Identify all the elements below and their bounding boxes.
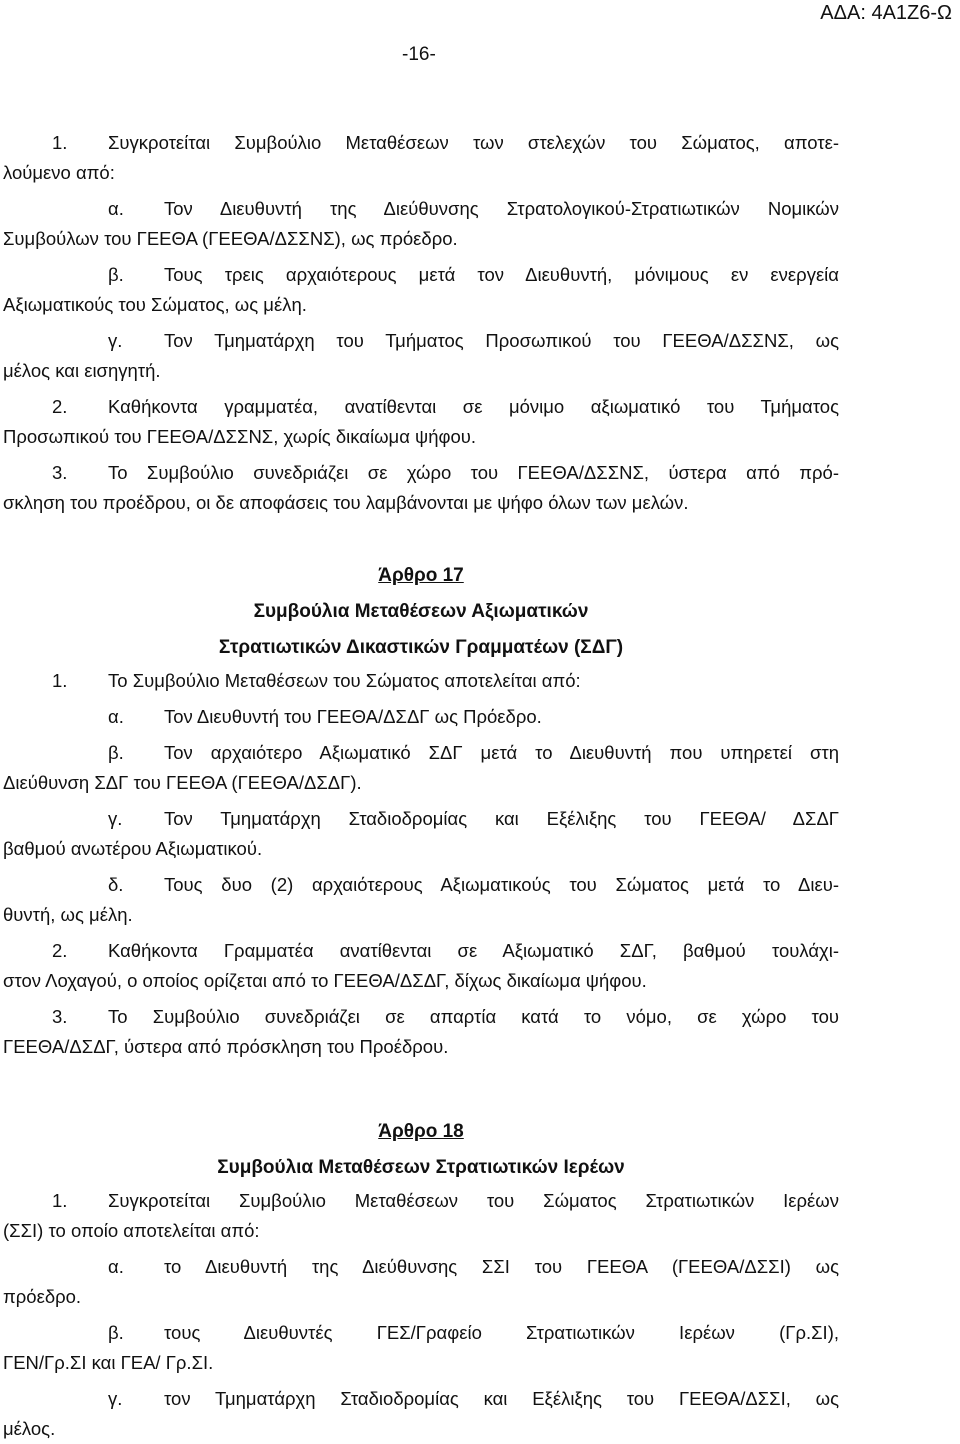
paragraph-text: ΓΕΝ/Γρ.ΣΙ και ΓΕΑ/ Γρ.ΣΙ. bbox=[3, 1352, 214, 1373]
paragraph-number: 1. bbox=[52, 670, 68, 691]
paragraph-text: Συγκροτείται Συμβούλιο Μεταθέσεων του Σώματος Στρατιωτικών Ιερέων bbox=[108, 1190, 839, 1211]
paragraph-text: Τον Διευθυντή της Διεύθυνσης Στρατολογικού-Στρατιωτικών Νομικών bbox=[164, 198, 839, 219]
paragraph-number: γ. bbox=[108, 330, 123, 351]
paragraph-text: θυντή, ως μέλη. bbox=[3, 904, 133, 925]
paragraph-2 bbox=[3, 392, 839, 452]
article-18-title-line-1: Συμβούλια Μεταθέσεων Στρατιωτικών Ιερέων bbox=[217, 1157, 625, 1178]
a17-subparagraph-c bbox=[3, 804, 839, 864]
document-body bbox=[3, 128, 839, 1444]
paragraph-text: Καθήκοντα Γραμματέα ανατίθενται σε Αξιωματικό ΣΔΓ, βαθμού τουλάχι- bbox=[108, 940, 839, 961]
a17-paragraph-3 bbox=[3, 1002, 839, 1062]
a17-paragraph-1 bbox=[3, 666, 839, 696]
paragraph-number: 1. bbox=[52, 1190, 68, 1211]
paragraph-text: Το Συμβούλιο Μεταθέσεων του Σώματος αποτελείται από: bbox=[108, 670, 581, 691]
paragraph-text: (ΣΣΙ) το οποίο αποτελείται από: bbox=[3, 1220, 260, 1241]
a17-subparagraph-a bbox=[3, 702, 839, 732]
paragraph-text: Το Συμβούλιο συνεδριάζει σε χώρο του ΓΕΕΘΑ/ΔΣΣΝΣ, ύστερα από πρό- bbox=[108, 462, 839, 483]
article-17-title-line-2: Στρατιωτικών Δικαστικών Γραμματέων (ΣΔΓ) bbox=[218, 637, 624, 658]
paragraph-text: Καθήκοντα γραμματέα, ανατίθενται σε μόνιμο αξιωματικό του Τμήματος bbox=[108, 396, 839, 417]
paragraph-text: ΓΕΕΘΑ/ΔΣΔΓ, ύστερα από πρόσκληση του Προέδρου. bbox=[3, 1036, 449, 1057]
paragraph-text: Τον Τμηματάρχη Σταδιοδρομίας και Εξέλιξης του ΓΕΕΘΑ/ ΔΣΔΓ bbox=[164, 808, 839, 829]
a18-subparagraph-c bbox=[3, 1384, 839, 1444]
paragraph-number: γ. bbox=[108, 1388, 123, 1409]
paragraph-text: το Διευθυντή της Διεύθυνσης ΣΣΙ του ΓΕΕΘΑ (ΓΕΕΘΑ/ΔΣΣΙ) ως bbox=[164, 1256, 839, 1277]
a17-subparagraph-b bbox=[3, 738, 839, 798]
paragraph-number: β. bbox=[108, 1322, 124, 1343]
paragraph-text: Τον αρχαιότερο Αξιωματικό ΣΔΓ μετά το Διευθυντή που υπηρετεί στη bbox=[164, 742, 839, 763]
subparagraph-b bbox=[3, 260, 839, 320]
paragraph-text: Τον Διευθυντή του ΓΕΕΘΑ/ΔΣΔΓ ως Πρόεδρο. bbox=[164, 706, 542, 727]
paragraph-number: 3. bbox=[52, 1006, 68, 1027]
paragraph-text: Προσωπικού του ΓΕΕΘΑ/ΔΣΣΝΣ, χωρίς δικαίωμα ψήφου. bbox=[3, 426, 477, 447]
article-18-heading: Άρθρο 18 bbox=[378, 1121, 464, 1142]
paragraph-text: τον Τμηματάρχη Σταδιοδρομίας και Εξέλιξης του ΓΕΕΘΑ/ΔΣΣΙ, ως bbox=[164, 1388, 839, 1409]
paragraph-text: πρόεδρο. bbox=[3, 1286, 82, 1307]
paragraph-number: 2. bbox=[52, 940, 68, 961]
paragraph-text: Τον Τμηματάρχη του Τμήματος Προσωπικού του ΓΕΕΘΑ/ΔΣΣΝΣ, ως bbox=[164, 330, 839, 351]
paragraph-number: 2. bbox=[52, 396, 68, 417]
paragraph-text: λούμενο από: bbox=[3, 162, 115, 183]
paragraph-number: β. bbox=[108, 742, 124, 763]
paragraph-text: μέλος και εισηγητή. bbox=[3, 360, 161, 381]
subparagraph-c bbox=[3, 326, 839, 386]
a17-paragraph-2 bbox=[3, 936, 839, 996]
subparagraph-a bbox=[3, 194, 839, 254]
paragraph-text: μέλος. bbox=[3, 1418, 56, 1439]
a17-subparagraph-d bbox=[3, 870, 839, 930]
paragraph-number: α. bbox=[108, 706, 124, 727]
paragraph-text: Τους δυο (2) αρχαιότερους Αξιωματικούς του Σώματος μετά το Διευ- bbox=[164, 874, 839, 895]
paragraph-text: στον Λοχαγού, ο οποίος ορίζεται από το ΓΕΕΘΑ/ΔΣΔΓ, δίχως δικαίωμα ψήφου. bbox=[3, 970, 647, 991]
paragraph-text: Διεύθυνση ΣΔΓ του ΓΕΕΘΑ (ΓΕΕΘΑ/ΔΣΔΓ). bbox=[3, 772, 362, 793]
paragraph-number: γ. bbox=[108, 808, 123, 829]
ada-code: ΑΔΑ: 4Α1Ζ6-Ω bbox=[820, 2, 952, 24]
paragraph-number: β. bbox=[108, 264, 124, 285]
paragraph-number: 3. bbox=[52, 462, 68, 483]
a18-subparagraph-a bbox=[3, 1252, 839, 1312]
page-number: -16- bbox=[402, 44, 436, 65]
paragraph-text: τους Διευθυντές ΓΕΣ/Γραφείο Στρατιωτικών Ιερέων (Γρ.ΣΙ), bbox=[164, 1322, 839, 1343]
paragraph-text: Αξιωματικούς του Σώματος, ως μέλη. bbox=[3, 294, 307, 315]
article-17-heading: Άρθρο 17 bbox=[378, 565, 464, 586]
paragraph-text: Τους τρεις αρχαιότερους μετά τον Διευθυντή, μόνιμους εν ενεργεία bbox=[164, 264, 839, 285]
a18-subparagraph-b bbox=[3, 1318, 839, 1378]
paragraph-text: Το Συμβούλιο συνεδριάζει σε απαρτία κατά το νόμο, σε χώρο του bbox=[108, 1006, 839, 1027]
paragraph-number: 1. bbox=[52, 132, 68, 153]
a18-paragraph-1 bbox=[3, 1186, 839, 1246]
article-17-title-line-1: Συμβούλια Μεταθέσεων Αξιωματικών bbox=[253, 601, 589, 622]
paragraph-number: α. bbox=[108, 198, 124, 219]
paragraph-3 bbox=[3, 458, 839, 518]
paragraph-text: σκληση του προέδρου, οι δε αποφάσεις του λαμβάνονται με ψήφο όλων των μελών. bbox=[3, 492, 689, 513]
paragraph-1 bbox=[3, 128, 839, 188]
paragraph-text: βαθμού ανωτέρου Αξιωματικού. bbox=[3, 838, 263, 859]
paragraph-number: α. bbox=[108, 1256, 124, 1277]
paragraph-text: Συγκροτείται Συμβούλιο Μεταθέσεων των στελεχών του Σώματος, αποτε- bbox=[108, 132, 839, 153]
paragraph-number: δ. bbox=[108, 874, 124, 895]
paragraph-text: Συμβούλων του ΓΕΕΘΑ (ΓΕΕΘΑ/ΔΣΣΝΣ), ως πρόεδρο. bbox=[3, 228, 458, 249]
